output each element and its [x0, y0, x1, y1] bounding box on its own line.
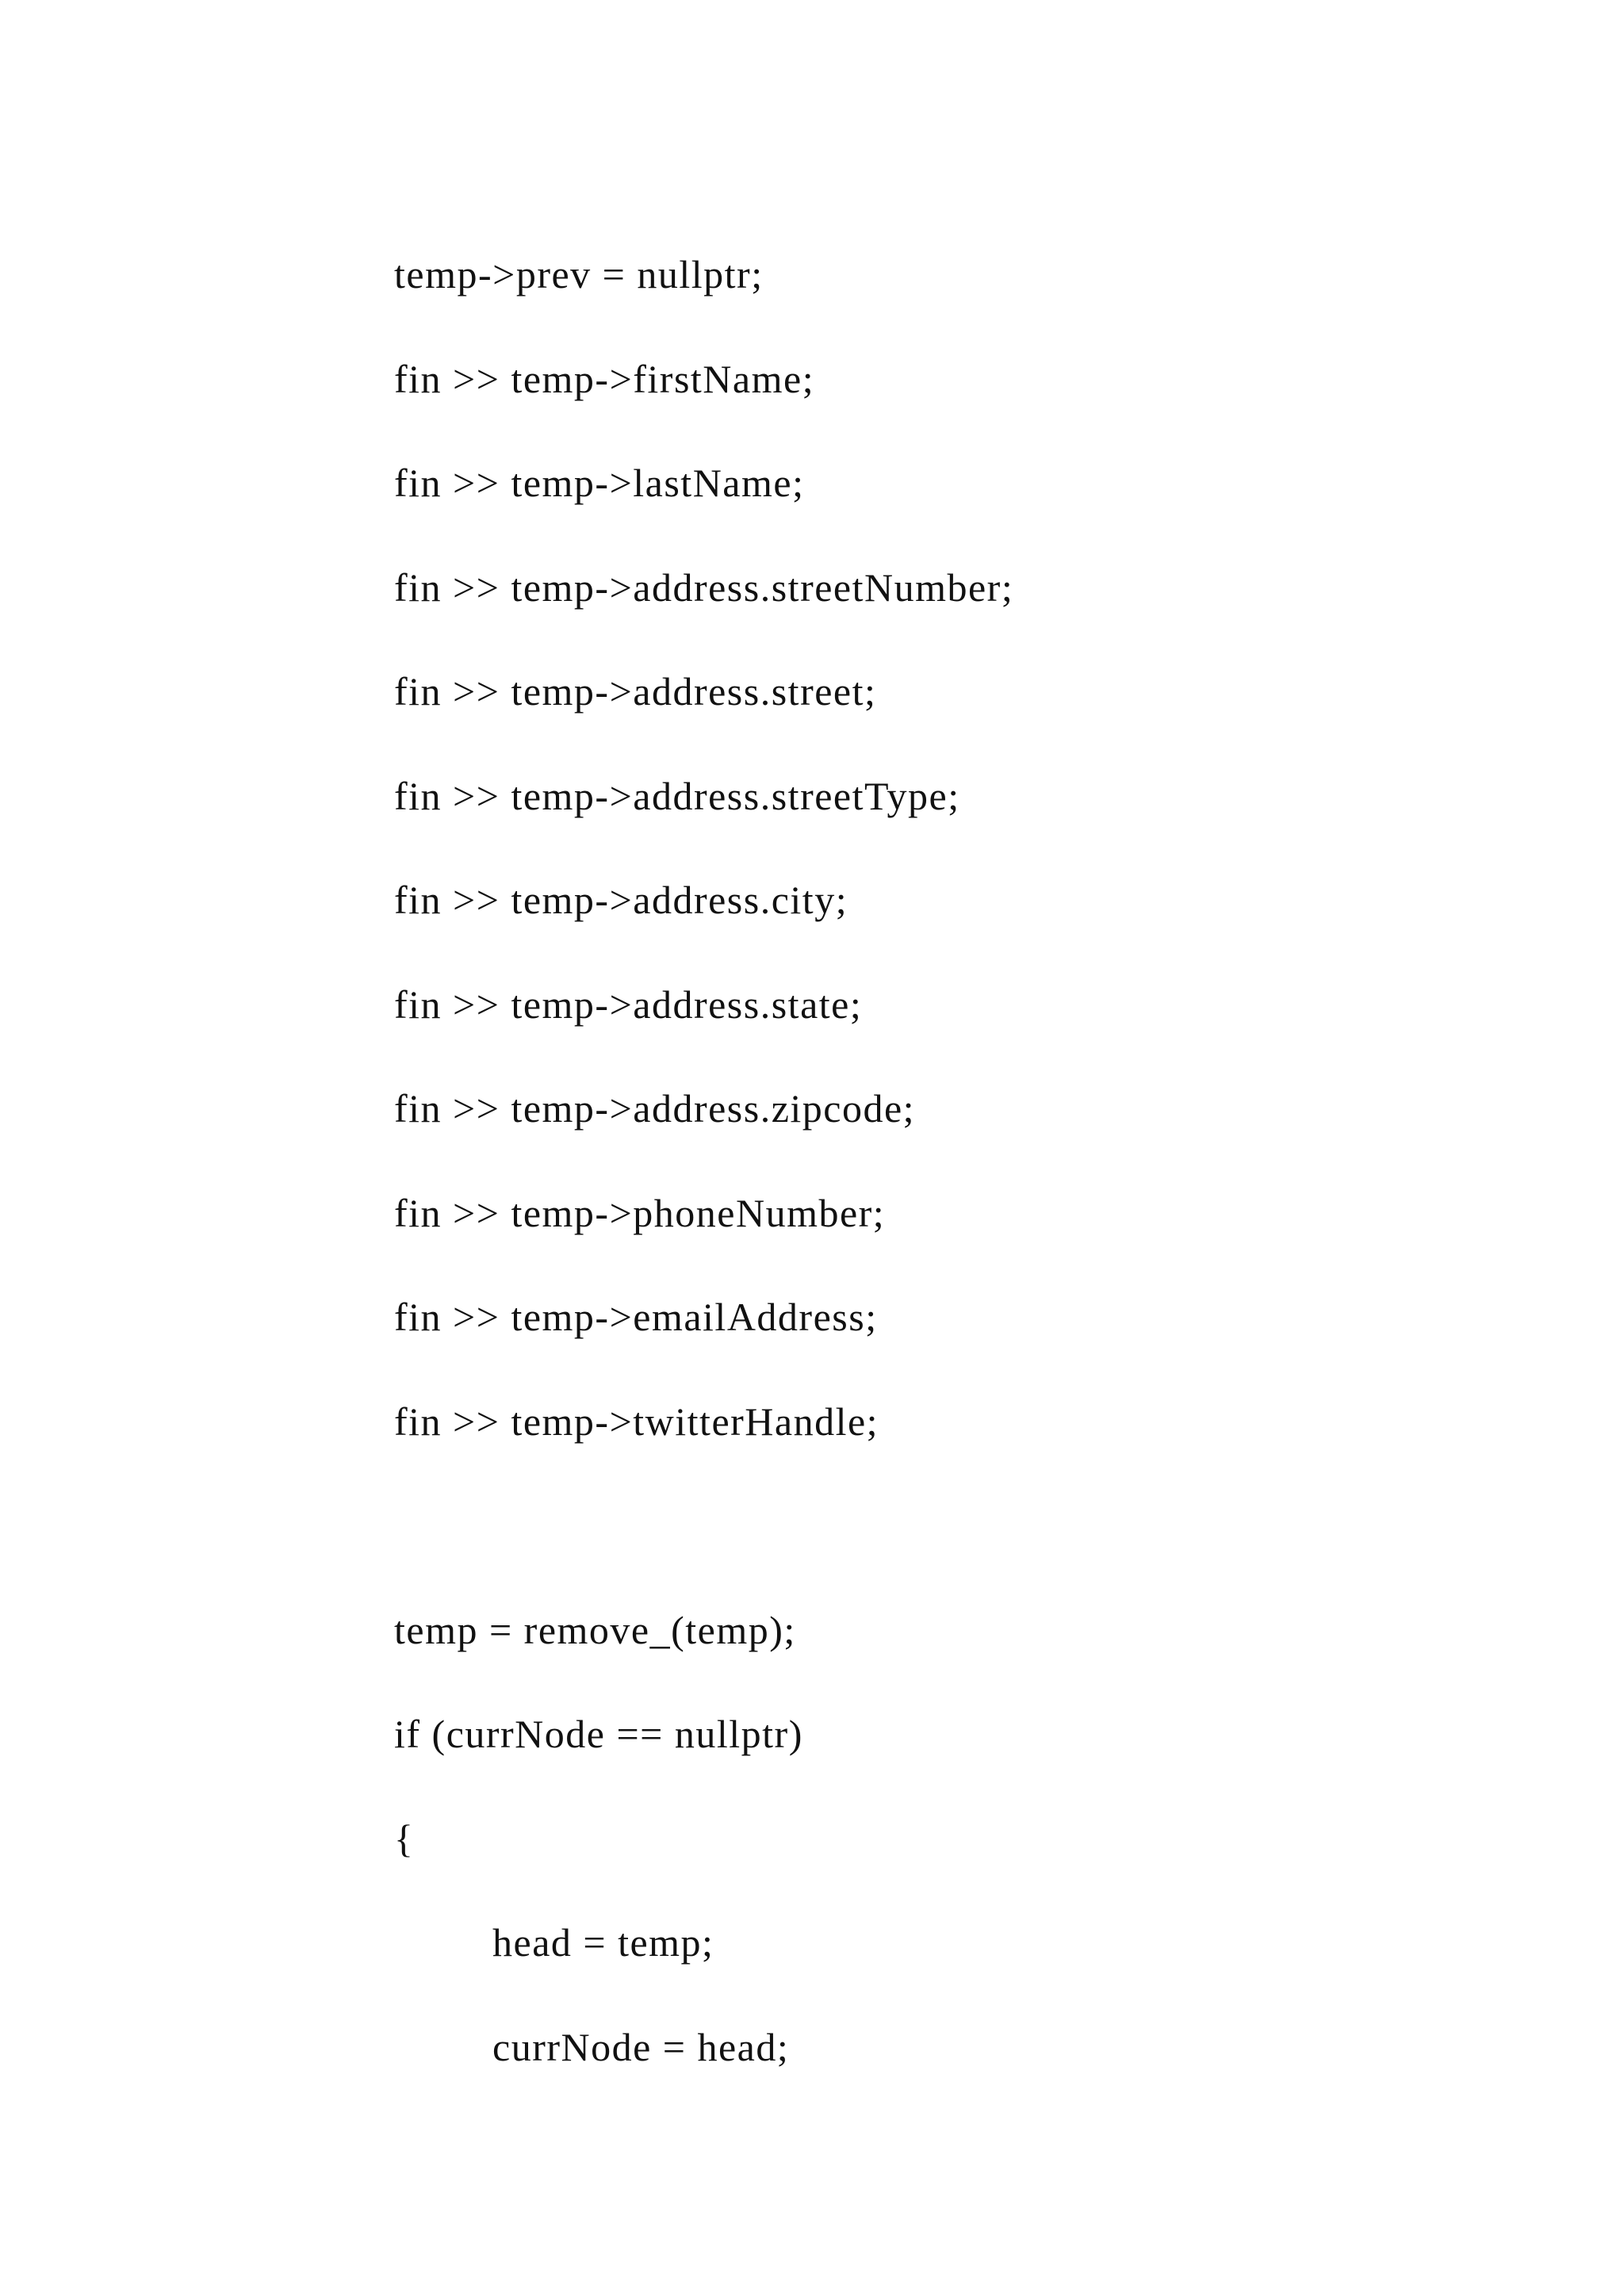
code-line-zipcode: fin >> temp->address.zipcode;: [394, 1086, 916, 1131]
code-line-prev-null: temp->prev = nullptr;: [394, 252, 764, 297]
code-line-head-assign: head = temp;: [492, 1920, 714, 1965]
code-line-street: fin >> temp->address.street;: [394, 669, 877, 714]
code-line-state: fin >> temp->address.state;: [394, 982, 863, 1027]
code-line-blank: [394, 1497, 1544, 1601]
code-line-last-name: fin >> temp->lastName;: [394, 461, 805, 505]
code-line-phone-number: fin >> temp->phoneNumber;: [394, 1190, 886, 1235]
code-line-twitter-handle: fin >> temp->twitterHandle;: [394, 1399, 879, 1444]
code-block: [394, 246, 1544, 2122]
code-line-if-condition: if (currNode == nullptr): [394, 1712, 803, 1756]
code-line-street-number: fin >> temp->address.streetNumber;: [394, 564, 1014, 610]
code-line-remove-call: temp = remove_(temp);: [394, 1607, 796, 1652]
code-line-email-address: fin >> temp->emailAddress;: [394, 1295, 878, 1339]
code-line-currnode-assign: currNode = head;: [492, 2024, 790, 2069]
code-line-city: fin >> temp->address.city;: [394, 878, 848, 922]
code-line-open-brace: {: [394, 1816, 415, 1861]
code-line-street-type: fin >> temp->address.streetType;: [394, 773, 960, 818]
code-line-first-name: fin >> temp->firstName;: [394, 356, 815, 401]
